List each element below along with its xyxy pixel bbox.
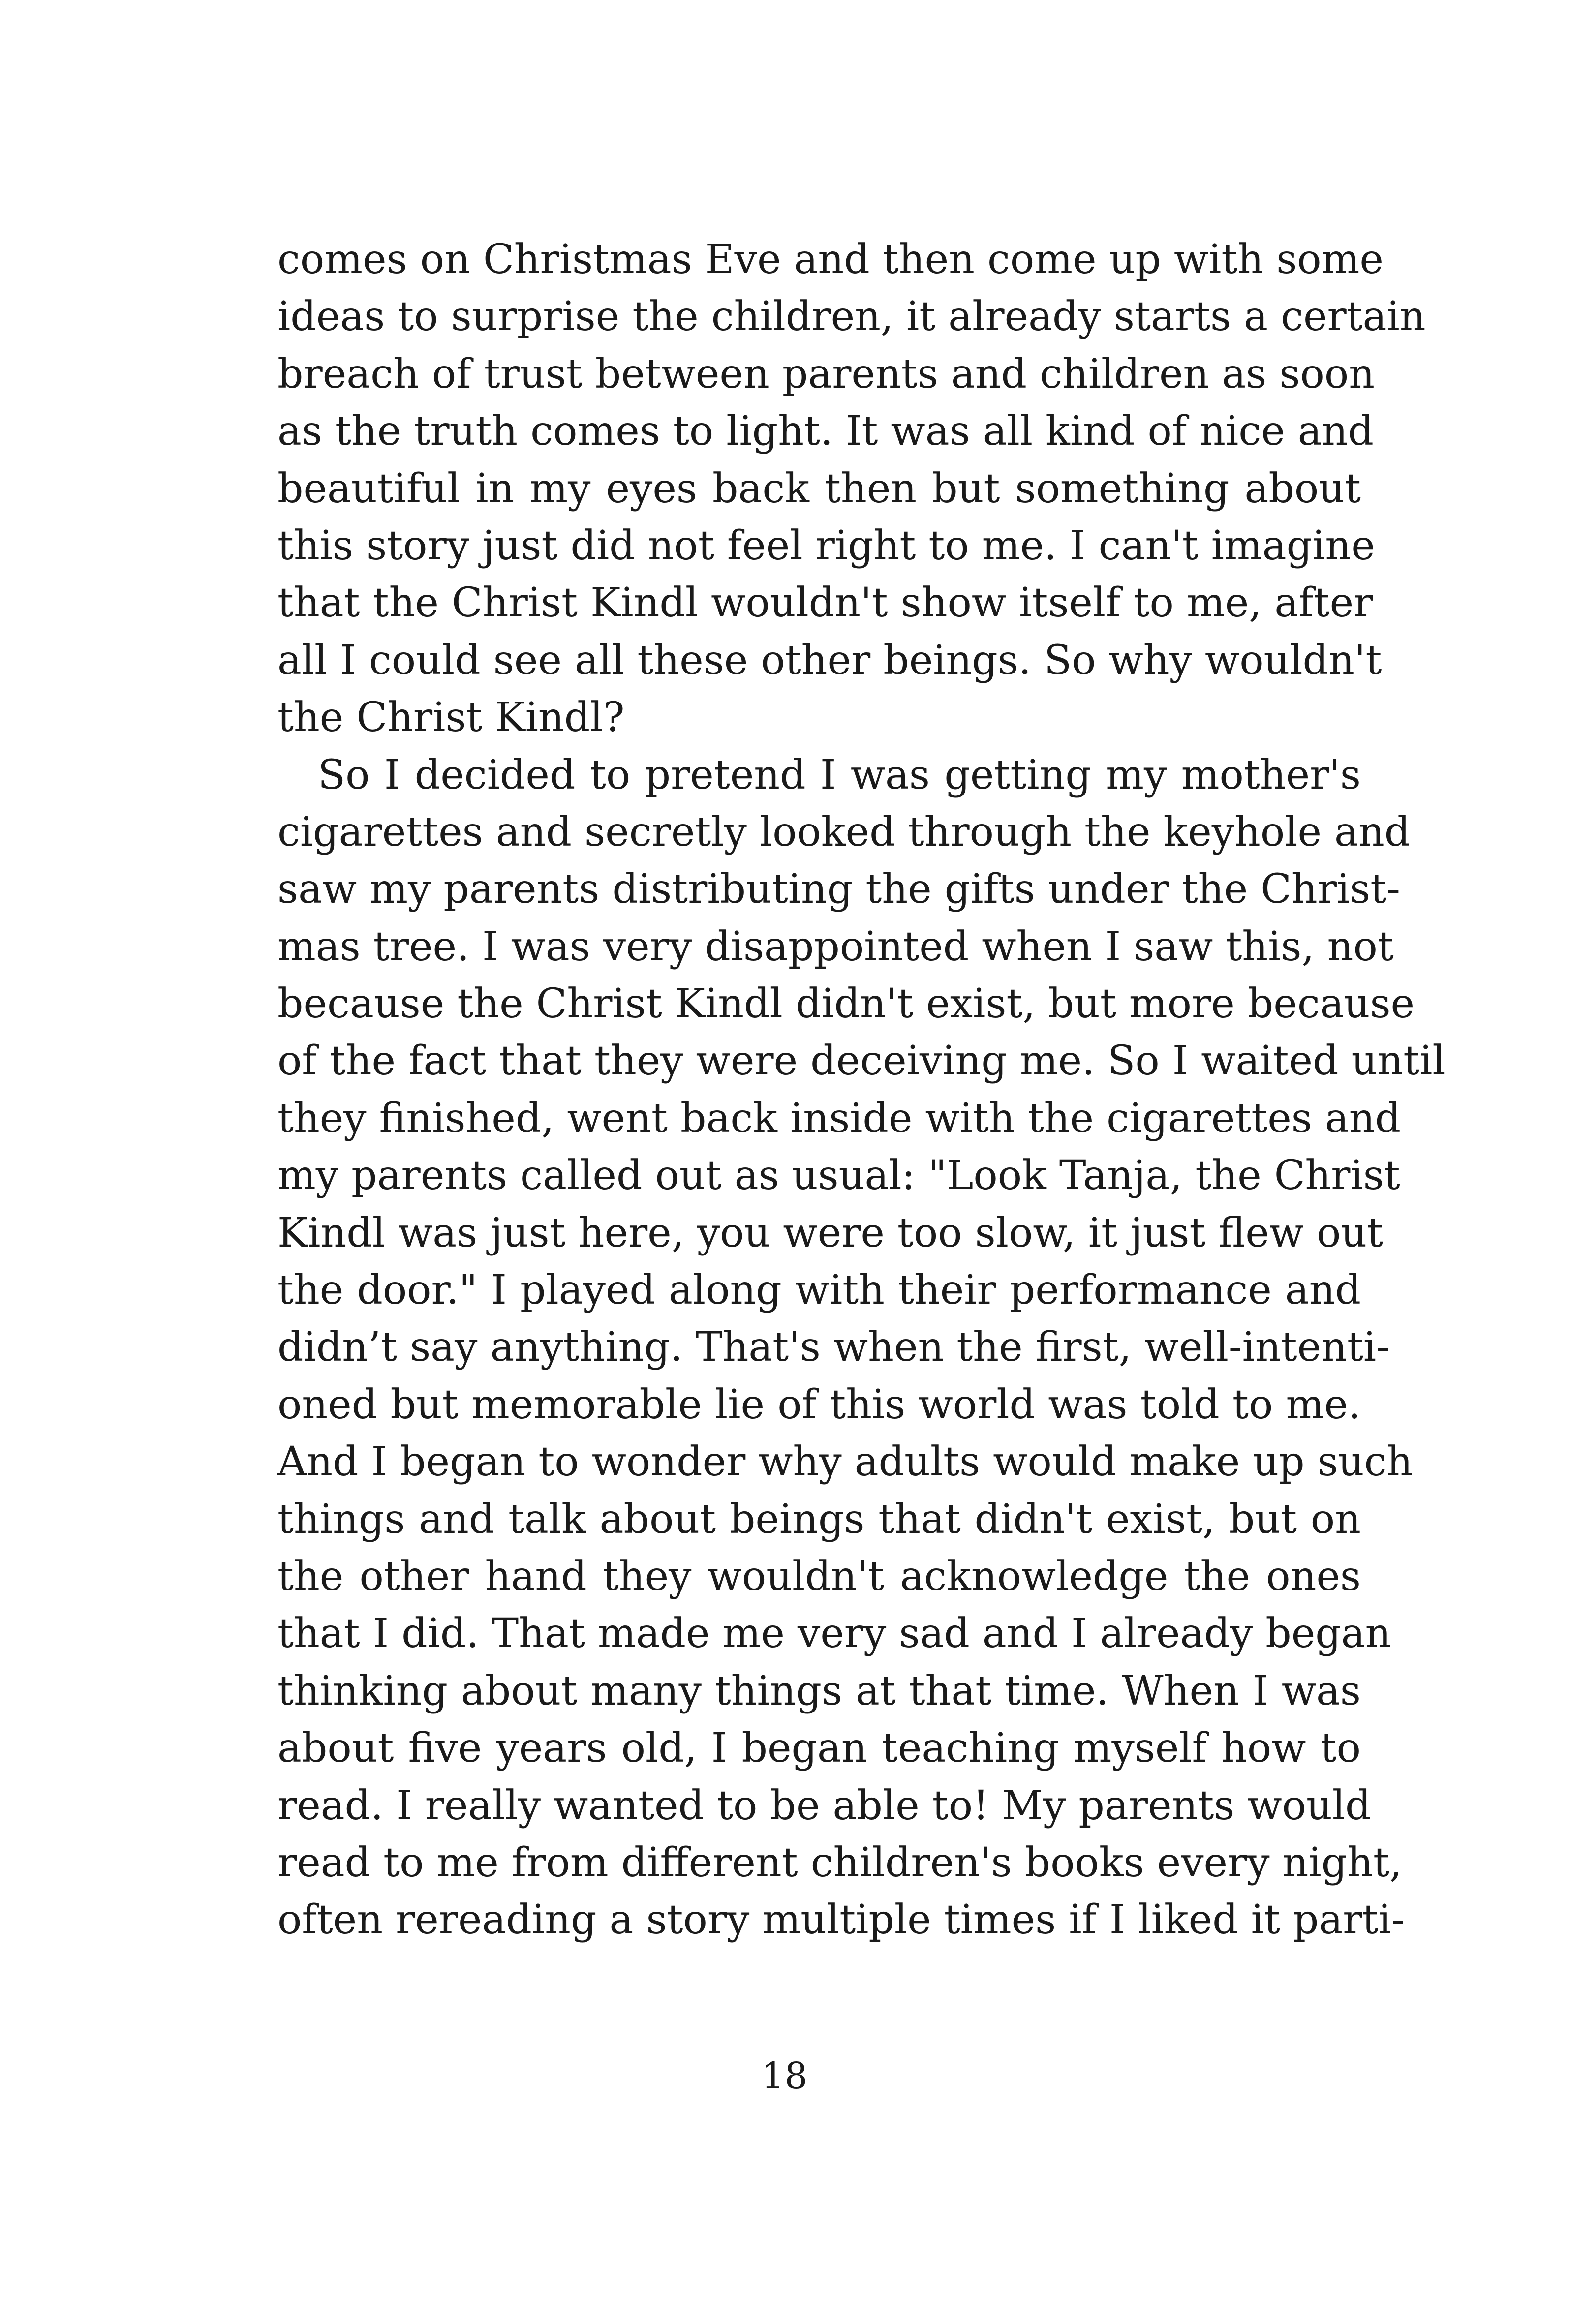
paragraph [277, 747, 1446, 1949]
text-line: about five years old, I began teaching myself how to [277, 1725, 1361, 1772]
text-line: cigarettes and secretly looked through the keyhole and [277, 808, 1411, 856]
text-line: saw my parents distributing the gifts under the Christ- [277, 866, 1400, 913]
text-line: Kindl was just here, you were too slow, it just flew out [277, 1209, 1384, 1256]
text-line: often rereading a story multiple times if I liked it parti- [277, 1896, 1405, 1944]
text-line: my parents called out as usual: "Look Tanja, the Christ [277, 1152, 1400, 1199]
text-line: oned but memorable lie of this world was told to me. [277, 1381, 1361, 1428]
text-line: read to me from different children's books every night, [277, 1839, 1402, 1886]
text-line: all I could see all these other beings. So why wouldn't [277, 637, 1382, 684]
body-text [277, 231, 1446, 1949]
text-line: ideas to surprise the children, it already starts a certain [277, 293, 1426, 340]
paragraph [277, 231, 1426, 747]
text-line: comes on Christmas Eve and then come up with some [277, 236, 1384, 283]
page-number: 18 [761, 2055, 808, 2097]
text-line: they finished, went back inside with the cigarettes and [277, 1095, 1401, 1142]
text-line: as the truth comes to light. It was all kind of nice and [277, 408, 1374, 455]
text-line: things and talk about beings that didn't exist, but on [277, 1496, 1361, 1543]
text-line: thinking about many things at that time. When I was [277, 1667, 1361, 1714]
text-line: the other hand they wouldn't acknowledge the ones [277, 1553, 1361, 1600]
text-line: of the fact that they were deceiving me. So I waited until [277, 1038, 1446, 1085]
text-line: mas tree. I was very disappointed when I saw this, not [277, 923, 1394, 970]
text-line: the door." I played along with their performance and [277, 1267, 1361, 1314]
text-line: read. I really wanted to be able to! My parents would [277, 1782, 1371, 1829]
text-line: So I decided to pretend I was getting my mother's [318, 751, 1361, 798]
text-line: this story just did not feel right to me. I can't imagine [277, 522, 1375, 569]
text-line: that I did. That made me very sad and I already began [277, 1610, 1391, 1657]
text-line: because the Christ Kindl didn't exist, but more because [277, 980, 1415, 1028]
text-line: beautiful in my eyes back then but something about [277, 465, 1361, 512]
text-line: the Christ Kindl? [277, 694, 625, 741]
text-line: didn’t say anything. That's when the first, well-intenti- [277, 1324, 1390, 1371]
text-line: And I began to wonder why adults would make up such [277, 1438, 1413, 1486]
text-line: that the Christ Kindl wouldn't show itself to me, after [277, 580, 1373, 627]
text-line: breach of trust between parents and children as soon [277, 350, 1375, 398]
